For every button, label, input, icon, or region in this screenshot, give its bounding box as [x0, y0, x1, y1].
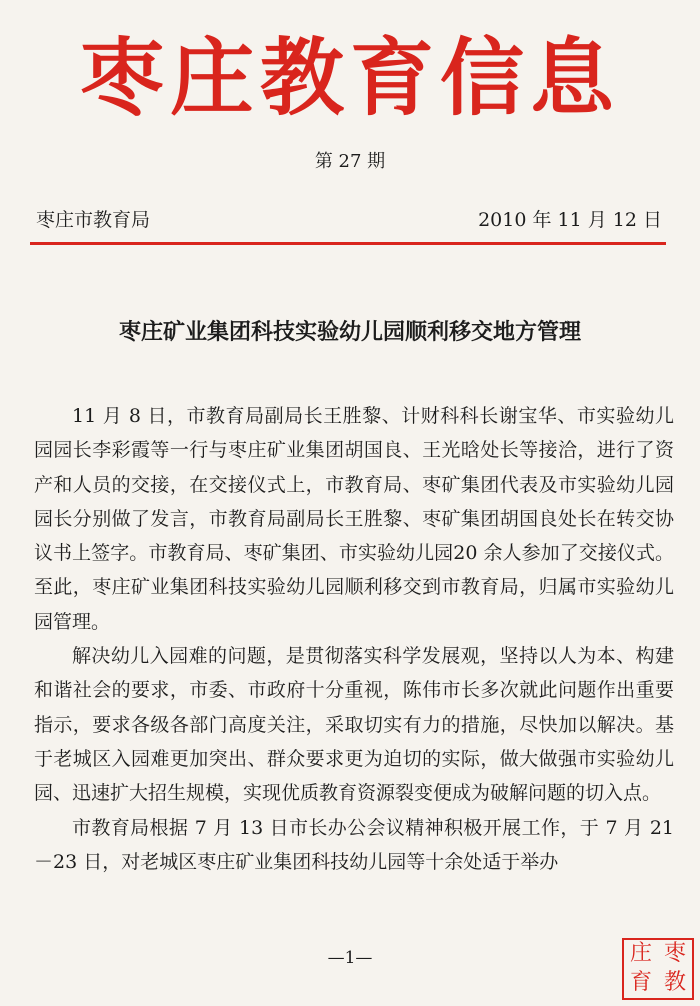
article-paragraph: 解决幼儿入园难的问题，是贯彻落实科学发展观，坚持以人为本、构建和谐社会的要求，市委、市政府十分重视，陈伟市长多次就此问题作出重要指示，要求各级各部门高度关注，采取切实有力的措施，尽快加以解决。基于老城区入园难更加突出、群众要求更为迫切的实际，做大做强市实验幼儿园、迅速扩大招生规模，实现优质教育资源裂变便成为破解问题的切入点。 [34, 645, 674, 805]
seal-char: 育 [629, 970, 652, 995]
seal-char: 枣 [663, 941, 686, 966]
article-paragraph: 市教育局根据 7 月 13 日市长办公会议精神积极开展工作，于 7 月 21－23 日，对老城区枣庄矿业集团科技幼儿园等十余处适于举办 [34, 816, 674, 873]
page-number: —1— [327, 948, 373, 968]
article-body [34, 399, 674, 879]
seal-stamp [622, 938, 694, 1000]
seal-char: 庄 [629, 941, 652, 966]
issuer: 枣庄市教育局 [36, 209, 151, 231]
seal-char: 教 [663, 970, 686, 995]
publish-date: 2010 年 11 月 12 日 [478, 209, 662, 231]
masthead-divider [30, 242, 666, 245]
issue-number: 第 27 期 [314, 151, 386, 172]
article-paragraph: 11 月 8 日，市教育局副局长王胜黎、计财科科长谢宝华、市实验幼儿园园长李彩霞等一行与枣庄矿业集团胡国良、王光晗处长等接洽，进行了资产和人员的交接，在交接仪式上，市教育局、枣矿集团代表及市实验幼儿园园长分别做了发言，市教育局副局长王胜黎、枣矿集团胡国良处长在转交协议书上签字。市教育局、枣矿集团、市实验幼儿园20 余人参加了交接仪式。至此，枣庄矿业集团科技实验幼儿园顺利移交到市教育局，归属市实验幼儿园管理。 [34, 405, 674, 633]
masthead-title: 枣庄教育信息 [79, 29, 620, 127]
article-title: 枣庄矿业集团科技实验幼儿园顺利移交地方管理 [118, 320, 581, 345]
